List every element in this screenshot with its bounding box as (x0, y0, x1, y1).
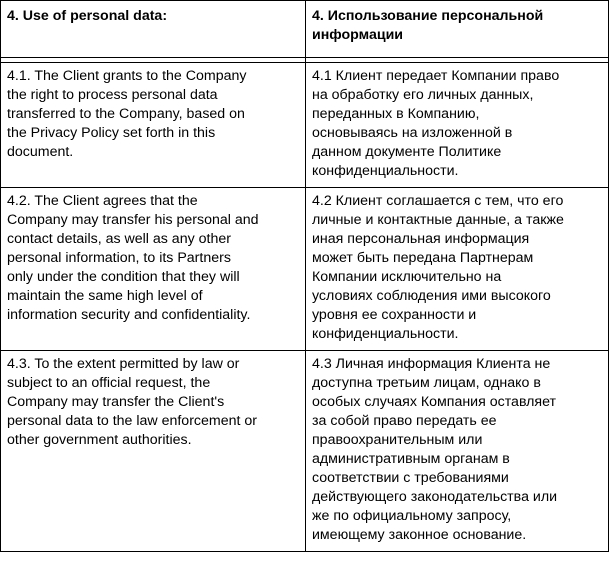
clause-4-3-en: 4.3. To the extent permitted by law or subject to an official request, the Company may transfer the Client's personal data to the law enforcement or other government authorities. (1, 351, 306, 552)
clause-row (1, 351, 609, 552)
section-heading-ru: 4. Использование персональной информации (306, 1, 609, 58)
section-heading-row (1, 1, 609, 58)
clause-row (1, 188, 609, 351)
section-heading-en: 4. Use of personal data: (1, 1, 306, 58)
clause-row (1, 63, 609, 188)
clause-4-1-en: 4.1. The Client grants to the Company the right to process personal data transferred to the Company, based on the Privacy Policy set forth in this document. (1, 63, 306, 188)
clause-4-3-ru: 4.3 Личная информация Клиента не доступна третьим лицам, однако в особых случаях Компания оставляет за собой право передать ее правоохранительным или административным органам в соответствии с требованиями действующего законодательства или же по официальному запросу, имеющему законное основание. (306, 351, 609, 552)
clause-4-2-ru: 4.2 Клиент соглашается с тем, что его личные и контактные данные, а также иная персональная информация может быть передана Партнерам Компании исключительно на условиях соблюдения ими высокого уровня ее сохранности и конфиденциальности. (306, 188, 609, 351)
clause-4-2-en: 4.2. The Client agrees that the Company may transfer his personal and contact details, as well as any other personal information, to its Partners only under the condition that they will maintain the same high level of information security and confidentiality. (1, 188, 306, 351)
clause-4-1-ru: 4.1 Клиент передает Компании право на обработку его личных данных, переданных в Компанию, основываясь на изложенной в данном документе Политике конфиденциальности. (306, 63, 609, 188)
